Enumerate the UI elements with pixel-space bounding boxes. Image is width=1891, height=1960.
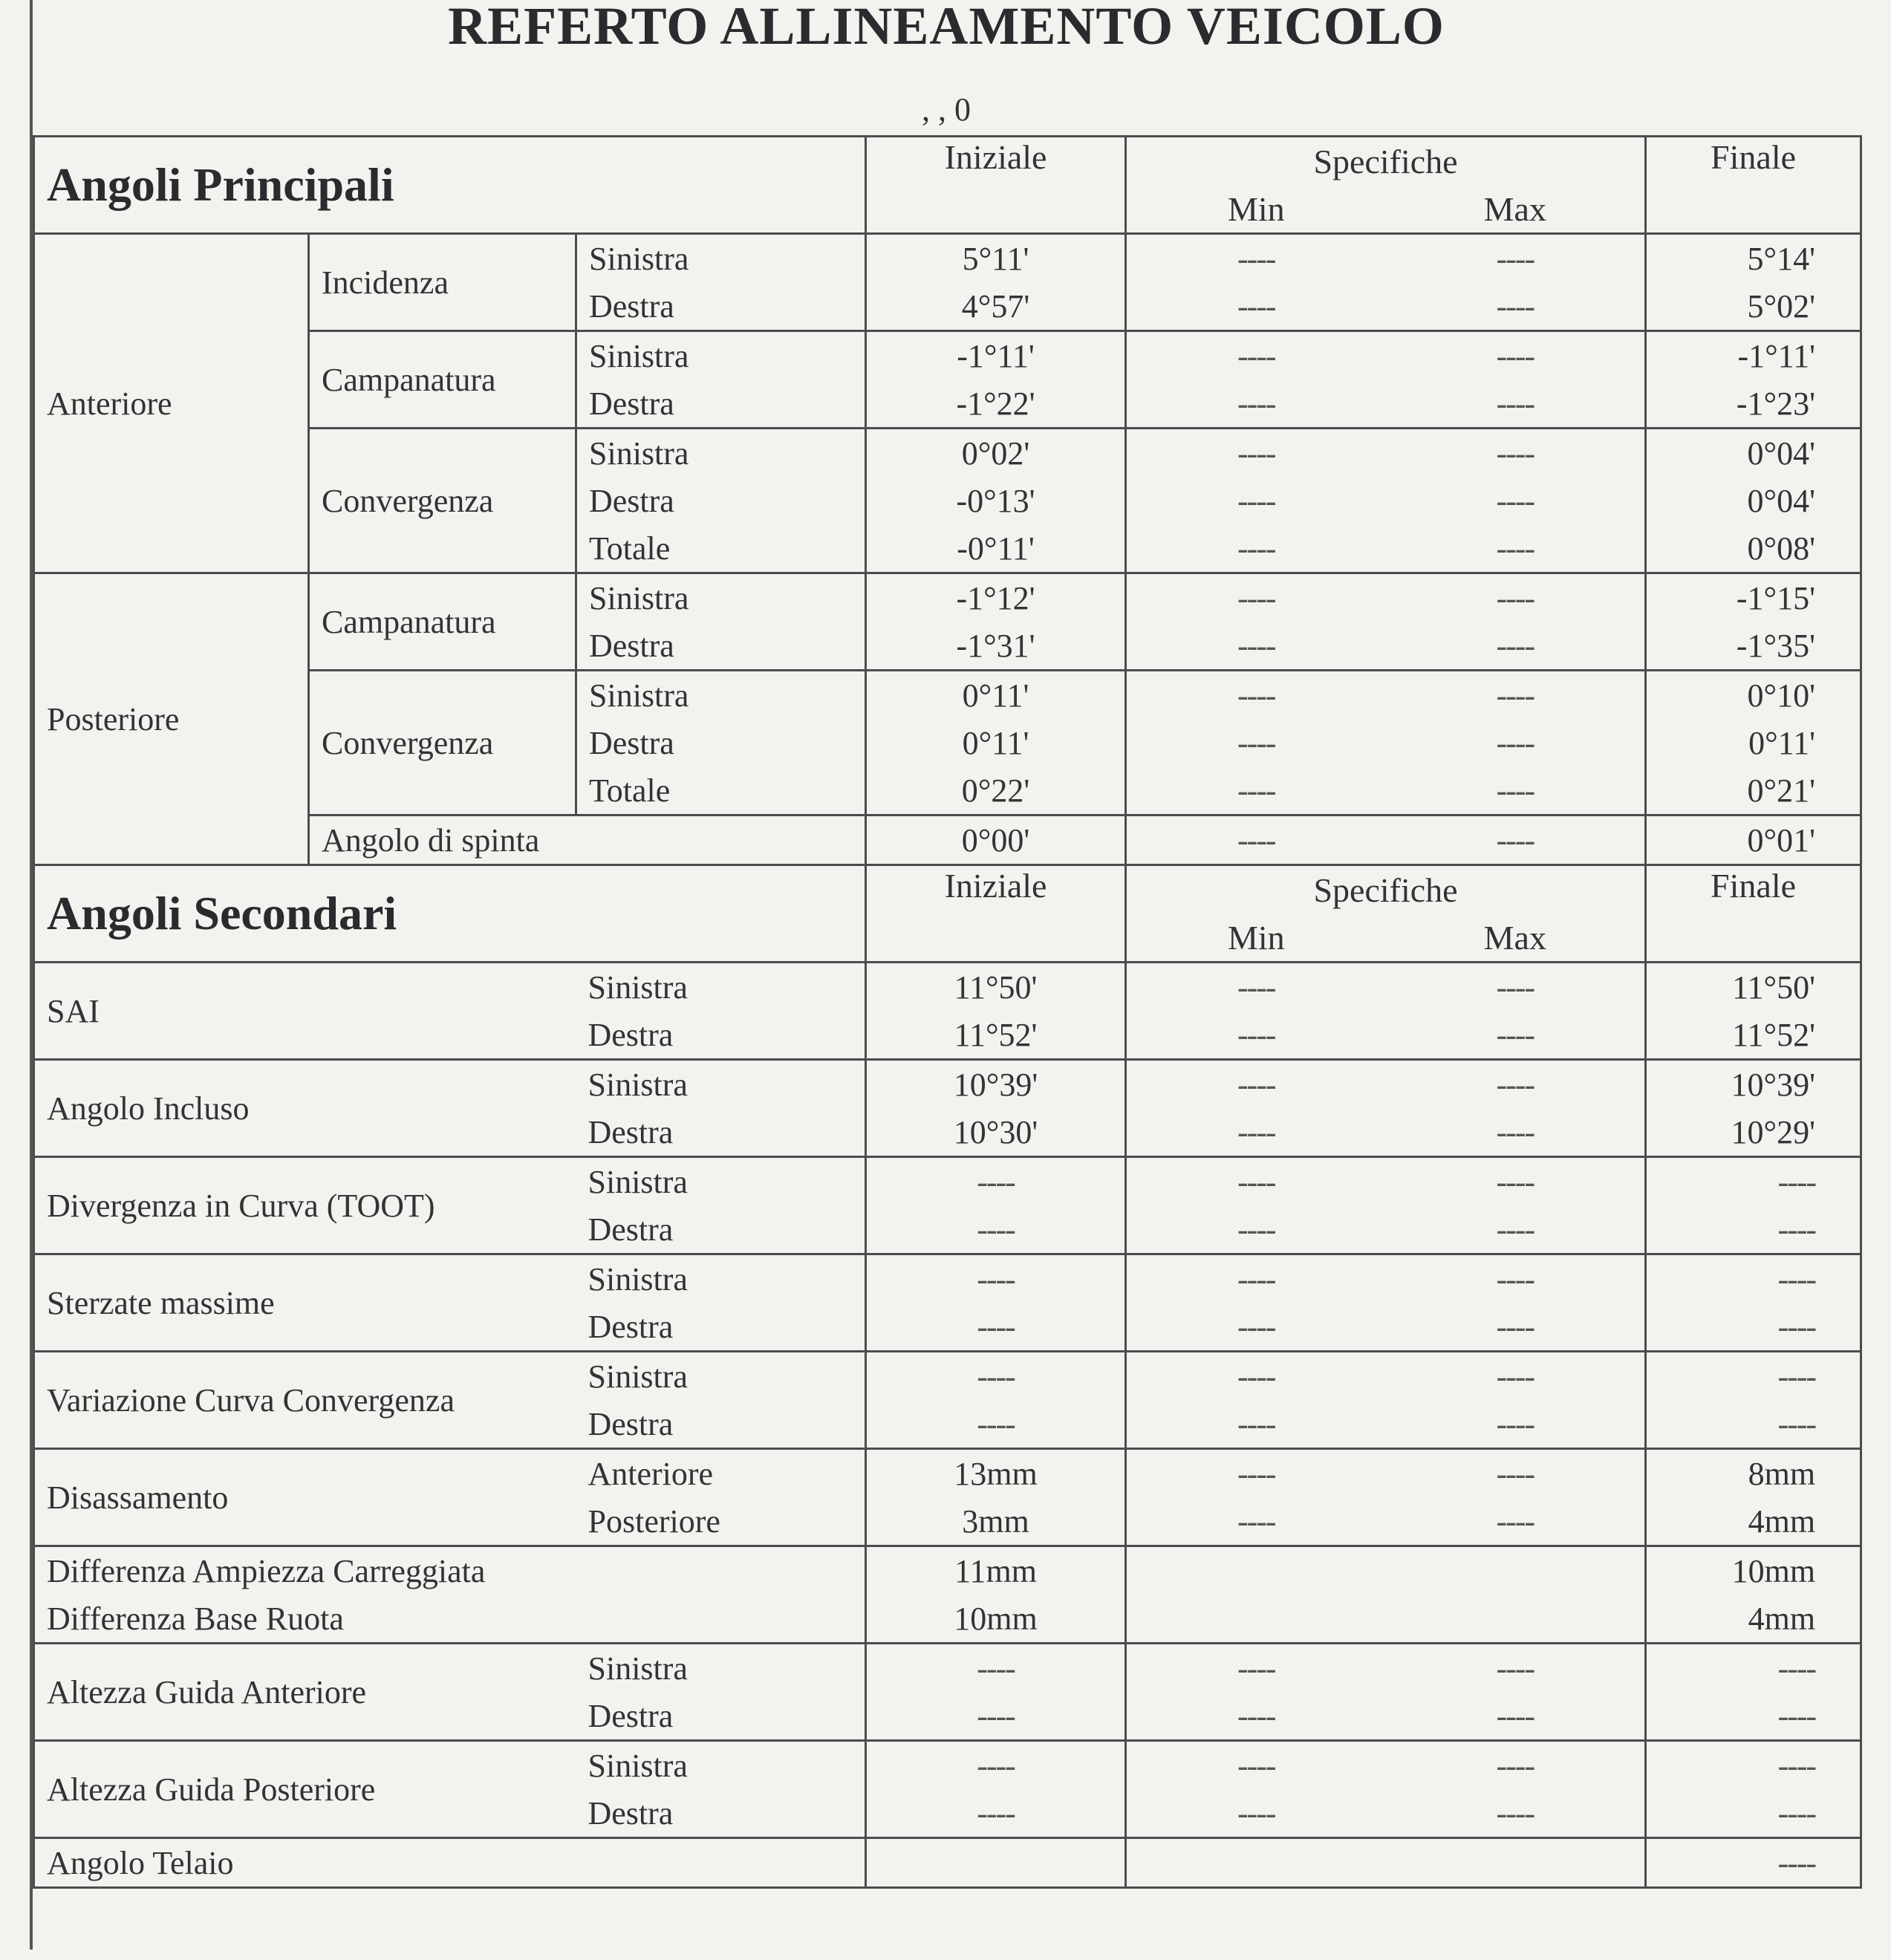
value-finale: 10mm: [1646, 1546, 1861, 1595]
value-min: ----: [1126, 573, 1386, 622]
value-iniziale: ----: [866, 1157, 1126, 1206]
value-iniziale: 0°00': [866, 815, 1126, 865]
value-max: ----: [1386, 1449, 1646, 1498]
value-min: ----: [1126, 1352, 1386, 1401]
value-finale: 10°39': [1646, 1060, 1861, 1109]
value-finale: ----: [1646, 1789, 1861, 1838]
value-min: ----: [1126, 331, 1386, 380]
row-variazione-sinistra: [34, 1352, 1861, 1401]
header-max: Max: [1386, 185, 1646, 234]
value-iniziale: -1°31': [866, 622, 1126, 671]
value-iniziale: 10°30': [866, 1108, 1126, 1157]
label-sterzate-massime: Sterzate massime: [34, 1254, 576, 1352]
value-finale: 0°10': [1646, 671, 1861, 720]
value-iniziale: [866, 1838, 1126, 1888]
value-iniziale: 13mm: [866, 1449, 1126, 1498]
value-max: ----: [1386, 331, 1646, 380]
header-iniziale: Iniziale: [866, 137, 1126, 234]
value-iniziale: ----: [866, 1400, 1126, 1449]
value-finale: 0°11': [1646, 719, 1861, 766]
value-finale: 5°14': [1646, 234, 1861, 283]
value-max: ----: [1386, 1497, 1646, 1546]
value-iniziale: -1°22': [866, 380, 1126, 429]
side-label: Destra: [576, 622, 866, 671]
value-min: ----: [1126, 671, 1386, 720]
value-finale: 0°04': [1646, 477, 1861, 524]
header-min: Min: [1126, 185, 1386, 234]
value-min: ----: [1126, 1254, 1386, 1303]
value-min: ----: [1126, 1011, 1386, 1060]
value-min: ----: [1126, 1400, 1386, 1449]
value-iniziale: ----: [866, 1692, 1126, 1741]
value-max: ----: [1386, 671, 1646, 720]
value-min: ----: [1126, 282, 1386, 331]
value-min: ----: [1126, 1303, 1386, 1352]
value-max: ----: [1386, 1644, 1646, 1693]
value-max: ----: [1386, 1011, 1646, 1060]
row-altezza-post-sinistra: [34, 1741, 1861, 1790]
row-altezza-ant-sinistra: [34, 1644, 1861, 1693]
side-label: Destra: [576, 282, 866, 331]
value-max: ----: [1386, 963, 1646, 1012]
label-angolo-incluso: Angolo Incluso: [34, 1060, 576, 1157]
value-min: ----: [1126, 1060, 1386, 1109]
value-iniziale: -0°11': [866, 524, 1126, 573]
header-specifiche: Specifiche: [1126, 137, 1646, 186]
value-finale: 11°52': [1646, 1011, 1861, 1060]
side-label: Destra: [576, 1303, 866, 1352]
value-finale: ----: [1646, 1254, 1861, 1303]
group-posteriore: Posteriore: [34, 573, 309, 865]
spec-empty: [1126, 1546, 1646, 1644]
value-iniziale: 11°50': [866, 963, 1126, 1012]
value-finale: 10°29': [1646, 1108, 1861, 1157]
value-finale: -1°15': [1646, 573, 1861, 622]
label-sai: SAI: [34, 963, 576, 1060]
alignment-table: [33, 135, 1862, 1889]
value-iniziale: ----: [866, 1644, 1126, 1693]
label-angolo-spinta: Angolo di spinta: [309, 815, 866, 865]
value-max: ----: [1386, 1157, 1646, 1206]
value-min: [1126, 1838, 1386, 1888]
header-iniziale: Iniziale: [866, 865, 1126, 963]
value-max: ----: [1386, 1108, 1646, 1157]
value-finale: 5°02': [1646, 282, 1861, 331]
value-min: ----: [1126, 1157, 1386, 1206]
value-max: ----: [1386, 524, 1646, 573]
side-label: Destra: [576, 1789, 866, 1838]
row-campanatura-post-sinistra: [34, 573, 1861, 622]
label-altezza-guida-anteriore: Altezza Guida Anteriore: [34, 1644, 576, 1741]
value-finale: 4mm: [1646, 1497, 1861, 1546]
value-iniziale: 5°11': [866, 234, 1126, 283]
value-finale: ----: [1646, 1303, 1861, 1352]
value-max: ----: [1386, 1789, 1646, 1838]
value-min: ----: [1126, 1692, 1386, 1741]
value-finale: 0°04': [1646, 429, 1861, 478]
row-disassamento-anteriore: [34, 1449, 1861, 1498]
value-max: ----: [1386, 477, 1646, 524]
label-toot: Divergenza in Curva (TOOT): [34, 1157, 576, 1254]
value-max: ----: [1386, 719, 1646, 766]
row-sai-sinistra: [34, 963, 1861, 1012]
side-label: Posteriore: [576, 1497, 866, 1546]
side-label: Sinistra: [576, 963, 866, 1012]
side-label: Destra: [576, 719, 866, 766]
value-iniziale: -1°12': [866, 573, 1126, 622]
label-incidenza: Incidenza: [309, 234, 576, 331]
value-max: ----: [1386, 282, 1646, 331]
value-finale: -1°23': [1646, 380, 1861, 429]
side-label: Sinistra: [576, 1060, 866, 1109]
section-title-secondari: Angoli Secondari: [34, 865, 866, 963]
side-label: Sinistra: [576, 573, 866, 622]
value-min: ----: [1126, 766, 1386, 815]
value-min: ----: [1126, 234, 1386, 283]
side-label: Totale: [576, 766, 866, 815]
report-title: REFERTO ALLINEAMENTO VEICOLO: [448, 0, 1445, 56]
value-max: ----: [1386, 380, 1646, 429]
value-max: ----: [1386, 1400, 1646, 1449]
label-campanatura-anteriore: Campanatura: [309, 331, 576, 429]
value-iniziale: 0°11': [866, 671, 1126, 720]
value-min: ----: [1126, 1497, 1386, 1546]
label-convergenza-posteriore: Convergenza: [309, 671, 576, 815]
value-finale: ----: [1646, 1205, 1861, 1254]
row-incluso-sinistra: [34, 1060, 1861, 1109]
header-min: Min: [1126, 914, 1386, 963]
value-min: ----: [1126, 622, 1386, 671]
header-finale: Finale: [1646, 137, 1861, 234]
value-iniziale: ----: [866, 1789, 1126, 1838]
value-iniziale: 0°22': [866, 766, 1126, 815]
header-finale: Finale: [1646, 865, 1861, 963]
value-min: ----: [1126, 429, 1386, 478]
label-variazione-curva: Variazione Curva Convergenza: [34, 1352, 576, 1449]
value-finale: ----: [1646, 1838, 1861, 1888]
side-label: Destra: [576, 477, 866, 524]
value-finale: 11°50': [1646, 963, 1861, 1012]
value-finale: 8mm: [1646, 1449, 1861, 1498]
value-max: [1386, 1838, 1646, 1888]
value-min: ----: [1126, 719, 1386, 766]
value-max: ----: [1386, 766, 1646, 815]
value-iniziale: ----: [866, 1303, 1126, 1352]
value-iniziale: 11°52': [866, 1011, 1126, 1060]
value-iniziale: 3mm: [866, 1497, 1126, 1546]
value-finale: ----: [1646, 1157, 1861, 1206]
value-finale: -1°11': [1646, 331, 1861, 380]
side-label: Sinistra: [576, 234, 866, 283]
label-differenza-carreggiata: Differenza Ampiezza Carreggiata: [34, 1546, 866, 1595]
side-label: Destra: [576, 1692, 866, 1741]
value-min: ----: [1126, 1741, 1386, 1790]
side-label: Sinistra: [576, 1741, 866, 1790]
value-min: ----: [1126, 1789, 1386, 1838]
value-min: ----: [1126, 380, 1386, 429]
value-max: ----: [1386, 1352, 1646, 1401]
value-iniziale: ----: [866, 1352, 1126, 1401]
row-toot-sinistra: [34, 1157, 1861, 1206]
value-min: ----: [1126, 524, 1386, 573]
section-title-principali: Angoli Principali: [34, 137, 866, 234]
side-label: Sinistra: [576, 1254, 866, 1303]
value-min: ----: [1126, 477, 1386, 524]
side-label: Destra: [576, 380, 866, 429]
side-label: Sinistra: [576, 1352, 866, 1401]
value-min: ----: [1126, 1449, 1386, 1498]
row-incidenza-sinistra: [34, 234, 1861, 283]
value-max: ----: [1386, 429, 1646, 478]
value-finale: ----: [1646, 1692, 1861, 1741]
value-iniziale: ----: [866, 1741, 1126, 1790]
value-iniziale: -1°11': [866, 331, 1126, 380]
value-iniziale: 10°39': [866, 1060, 1126, 1109]
label-angolo-telaio: Angolo Telaio: [34, 1838, 866, 1888]
report-subtitle: , , 0: [922, 91, 971, 128]
value-max: ----: [1386, 234, 1646, 283]
value-finale: 4mm: [1646, 1595, 1861, 1644]
group-anteriore: Anteriore: [34, 234, 309, 573]
value-iniziale: 10mm: [866, 1595, 1126, 1644]
value-finale: ----: [1646, 1644, 1861, 1693]
side-label: Destra: [576, 1205, 866, 1254]
side-label: Destra: [576, 1011, 866, 1060]
report-page: [30, 0, 1860, 1950]
value-min: ----: [1126, 1108, 1386, 1157]
label-altezza-guida-posteriore: Altezza Guida Posteriore: [34, 1741, 576, 1838]
side-label: Sinistra: [576, 331, 866, 380]
value-max: ----: [1386, 622, 1646, 671]
value-max: ----: [1386, 1254, 1646, 1303]
value-iniziale: 0°02': [866, 429, 1126, 478]
row-sterzate-sinistra: [34, 1254, 1861, 1303]
side-label: Destra: [576, 1400, 866, 1449]
side-label: Totale: [576, 524, 866, 573]
value-max: ----: [1386, 1741, 1646, 1790]
value-iniziale: 4°57': [866, 282, 1126, 331]
value-max: ----: [1386, 1303, 1646, 1352]
label-convergenza-anteriore: Convergenza: [309, 429, 576, 573]
value-iniziale: ----: [866, 1205, 1126, 1254]
label-disassamento: Disassamento: [34, 1449, 576, 1546]
value-iniziale: 0°11': [866, 719, 1126, 766]
row-angolo-telaio: [34, 1838, 1861, 1888]
value-finale: 0°21': [1646, 766, 1861, 815]
value-max: ----: [1386, 1060, 1646, 1109]
side-label: Sinistra: [576, 1644, 866, 1693]
side-label: Sinistra: [576, 671, 866, 720]
header-specifiche: Specifiche: [1126, 865, 1646, 914]
value-iniziale: 11mm: [866, 1546, 1126, 1595]
side-label: Anteriore: [576, 1449, 866, 1498]
label-campanatura-posteriore: Campanatura: [309, 573, 576, 671]
value-min: ----: [1126, 1205, 1386, 1254]
value-finale: ----: [1646, 1400, 1861, 1449]
label-differenza-base-ruota: Differenza Base Ruota: [34, 1595, 866, 1644]
value-max: ----: [1386, 1692, 1646, 1741]
value-max: ----: [1386, 815, 1646, 865]
value-min: ----: [1126, 1644, 1386, 1693]
row-differenza-carreggiata: [34, 1546, 1861, 1595]
value-max: ----: [1386, 573, 1646, 622]
value-iniziale: ----: [866, 1254, 1126, 1303]
value-max: ----: [1386, 1205, 1646, 1254]
value-finale: ----: [1646, 1352, 1861, 1401]
value-min: ----: [1126, 815, 1386, 865]
value-finale: 0°08': [1646, 524, 1861, 573]
header-max: Max: [1386, 914, 1646, 963]
value-finale: 0°01': [1646, 815, 1861, 865]
value-finale: -1°35': [1646, 622, 1861, 671]
side-label: Sinistra: [576, 1157, 866, 1206]
value-min: ----: [1126, 963, 1386, 1012]
side-label: Destra: [576, 1108, 866, 1157]
value-iniziale: -0°13': [866, 477, 1126, 524]
side-label: Sinistra: [576, 429, 866, 478]
value-finale: ----: [1646, 1741, 1861, 1790]
